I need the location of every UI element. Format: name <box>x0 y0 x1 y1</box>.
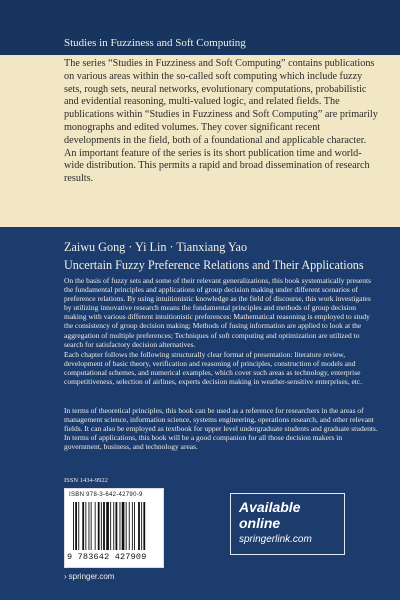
description-paragraph-1: On the basis of fuzzy sets and some of their relevant generalizations, this book systematically presents the fundamental principles and applications of group decision making under different scenarios of preference relations. By using intuitionistic knowledge as the field of discourse, this work investigates by utilizing innovative research means the fundamental principles and methods of group decision making with various different intuitionistic preferences: Mathematical reasoning is employed to study the consistency of group decision making; Methods of fusing information are applied to look at the aggregation of multiple preferences; Techniques of soft computing and optimization are utilized to search for satisfactory decision alternatives. <box>64 276 371 349</box>
isbn-barcode <box>64 488 164 568</box>
isbn-label: ISBN 978-3-642-42790-9 <box>69 492 143 498</box>
arrow-right-icon: › <box>64 572 67 581</box>
series-description: The series “Studies in Fuzziness and Soft Computing” contains publications on various areas within the so-called soft computing which include fuzzy sets, rough sets, neural networks, evolutionary computations, probabilistic and evidential reasoning, multi-valued logic, and related fields. The publications within “Studies in Fuzziness and Soft Computing” are primarily monographs and edited volumes. They cover significant recent developments in the field, both of a foundational and applicable character. An important feature of the series is its short publication time and world-wide distribution. This permits a rapid and broad dissemination of research results. <box>64 58 378 185</box>
series-title: Studies in Fuzziness and Soft Computing <box>64 37 246 49</box>
barcode-bars <box>73 502 157 550</box>
issn-label: ISSN 1434-9922 <box>64 477 108 484</box>
book-authors: Zaiwu Gong · Yi Lin · Tianxiang Yao <box>64 240 248 254</box>
badge-line-online: online <box>239 515 281 531</box>
badge-line-available: Available <box>239 499 301 515</box>
available-online-badge[interactable] <box>230 493 345 555</box>
description-paragraph-3: In terms of theoretical principles, this book can be used as a reference for researchers in the areas of management science, information science, systems engineering, operations research, and other relevant fields. It can also be employed as textbook for upper level undergraduate students and graduate students. In terms of applications, this book will be a good companion for all those decision makers in government, business, and technology areas. <box>64 406 378 452</box>
description-paragraph-2: Each chapter follows the following structurally clear format of presentation: literature review, development of basic theory, verification and reasoning of principles, construction of models and computational schemes, and numerical examples, which cover such areas as technology, enterprise competitiveness, selection of airlines, experts decision making in weather-sensitive enterprises, etc. <box>64 350 363 387</box>
series-description-box <box>0 55 400 227</box>
publisher-link[interactable] <box>64 572 114 581</box>
badge-url: springerlink.com <box>239 534 312 545</box>
series-header <box>0 0 400 55</box>
book-title: Uncertain Fuzzy Preference Relations and Their Applications <box>64 258 364 272</box>
publisher-site: springer.com <box>68 572 115 581</box>
barcode-digits: 9 783642 427909 <box>67 552 147 562</box>
